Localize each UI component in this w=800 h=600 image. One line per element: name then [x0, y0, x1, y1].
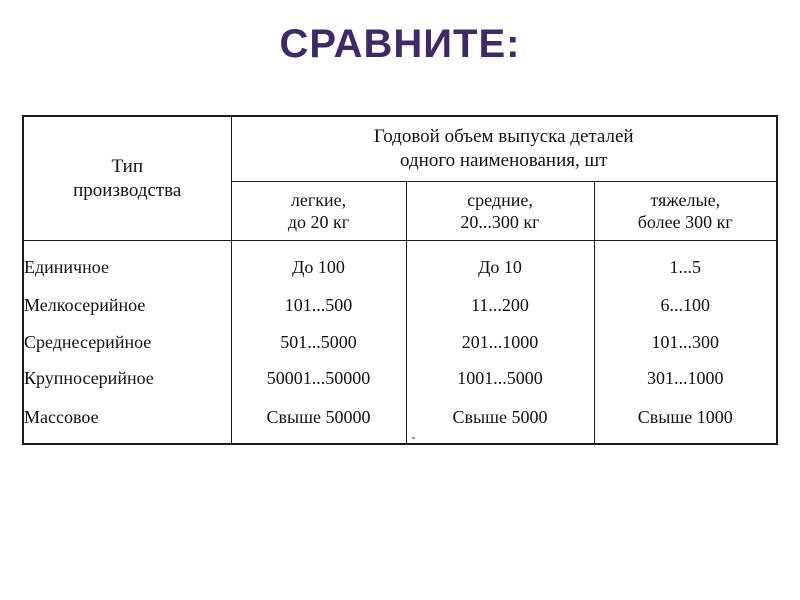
header-heavy: [594, 182, 776, 241]
header-annual-volume-line1: Годовой объем выпуска деталей: [373, 126, 634, 148]
row-label: Среднесерийное: [24, 324, 231, 360]
header-light-line1: легкие,: [290, 189, 347, 210]
row-label: Мелкосерийное: [24, 287, 231, 323]
header-medium-line1: средние,: [467, 189, 533, 210]
scan-speck: [412, 437, 415, 439]
cell-heavy: 301...1000: [647, 368, 724, 389]
cell-medium: Свыше 5000: [406, 397, 594, 443]
header-light-line2: до 20 кг: [287, 212, 350, 232]
cell-light: 50001...50000: [231, 360, 406, 396]
header-annual-volume-line2: одного наименования, шт: [400, 150, 608, 171]
production-type-table-image: [22, 115, 778, 445]
cell-light: 501...5000: [231, 324, 406, 360]
header-heavy-line1: тяжелые,: [650, 189, 721, 210]
cell-heavy: 101...300: [651, 331, 719, 352]
table-row: [24, 360, 776, 396]
cell-medium: До 10: [406, 241, 594, 288]
cell-medium: 11...200: [406, 287, 594, 323]
production-type-table: [24, 117, 776, 443]
header-heavy-line2: более 300 кг: [637, 212, 733, 232]
table-row: [24, 324, 776, 360]
cell-heavy: 1...5: [669, 256, 701, 277]
header-light: [231, 182, 406, 241]
cell-heavy: 6...100: [660, 295, 710, 316]
table-row: [24, 241, 776, 288]
row-label: Единичное: [24, 241, 231, 288]
row-label: Крупносерийное: [24, 360, 231, 396]
slide-title: СРАВНИТЕ:: [279, 22, 521, 66]
table-row: [24, 397, 776, 443]
cell-heavy: Свыше 1000: [637, 406, 733, 427]
table-row: [24, 287, 776, 323]
cell-medium: 1001...5000: [406, 360, 594, 396]
header-production-type-line1: Тип: [111, 155, 143, 177]
cell-light: 101...500: [231, 287, 406, 323]
header-production-type-line2: производства: [73, 179, 182, 201]
header-medium: [406, 182, 594, 241]
cell-light: До 100: [231, 241, 406, 288]
cell-medium: 201...1000: [406, 324, 594, 360]
row-label: Массовое: [24, 397, 231, 443]
cell-light: Свыше 50000: [231, 397, 406, 443]
header-production-type: [24, 117, 231, 241]
header-annual-volume: [231, 117, 776, 182]
header-medium-line2: 20...300 кг: [460, 212, 540, 232]
